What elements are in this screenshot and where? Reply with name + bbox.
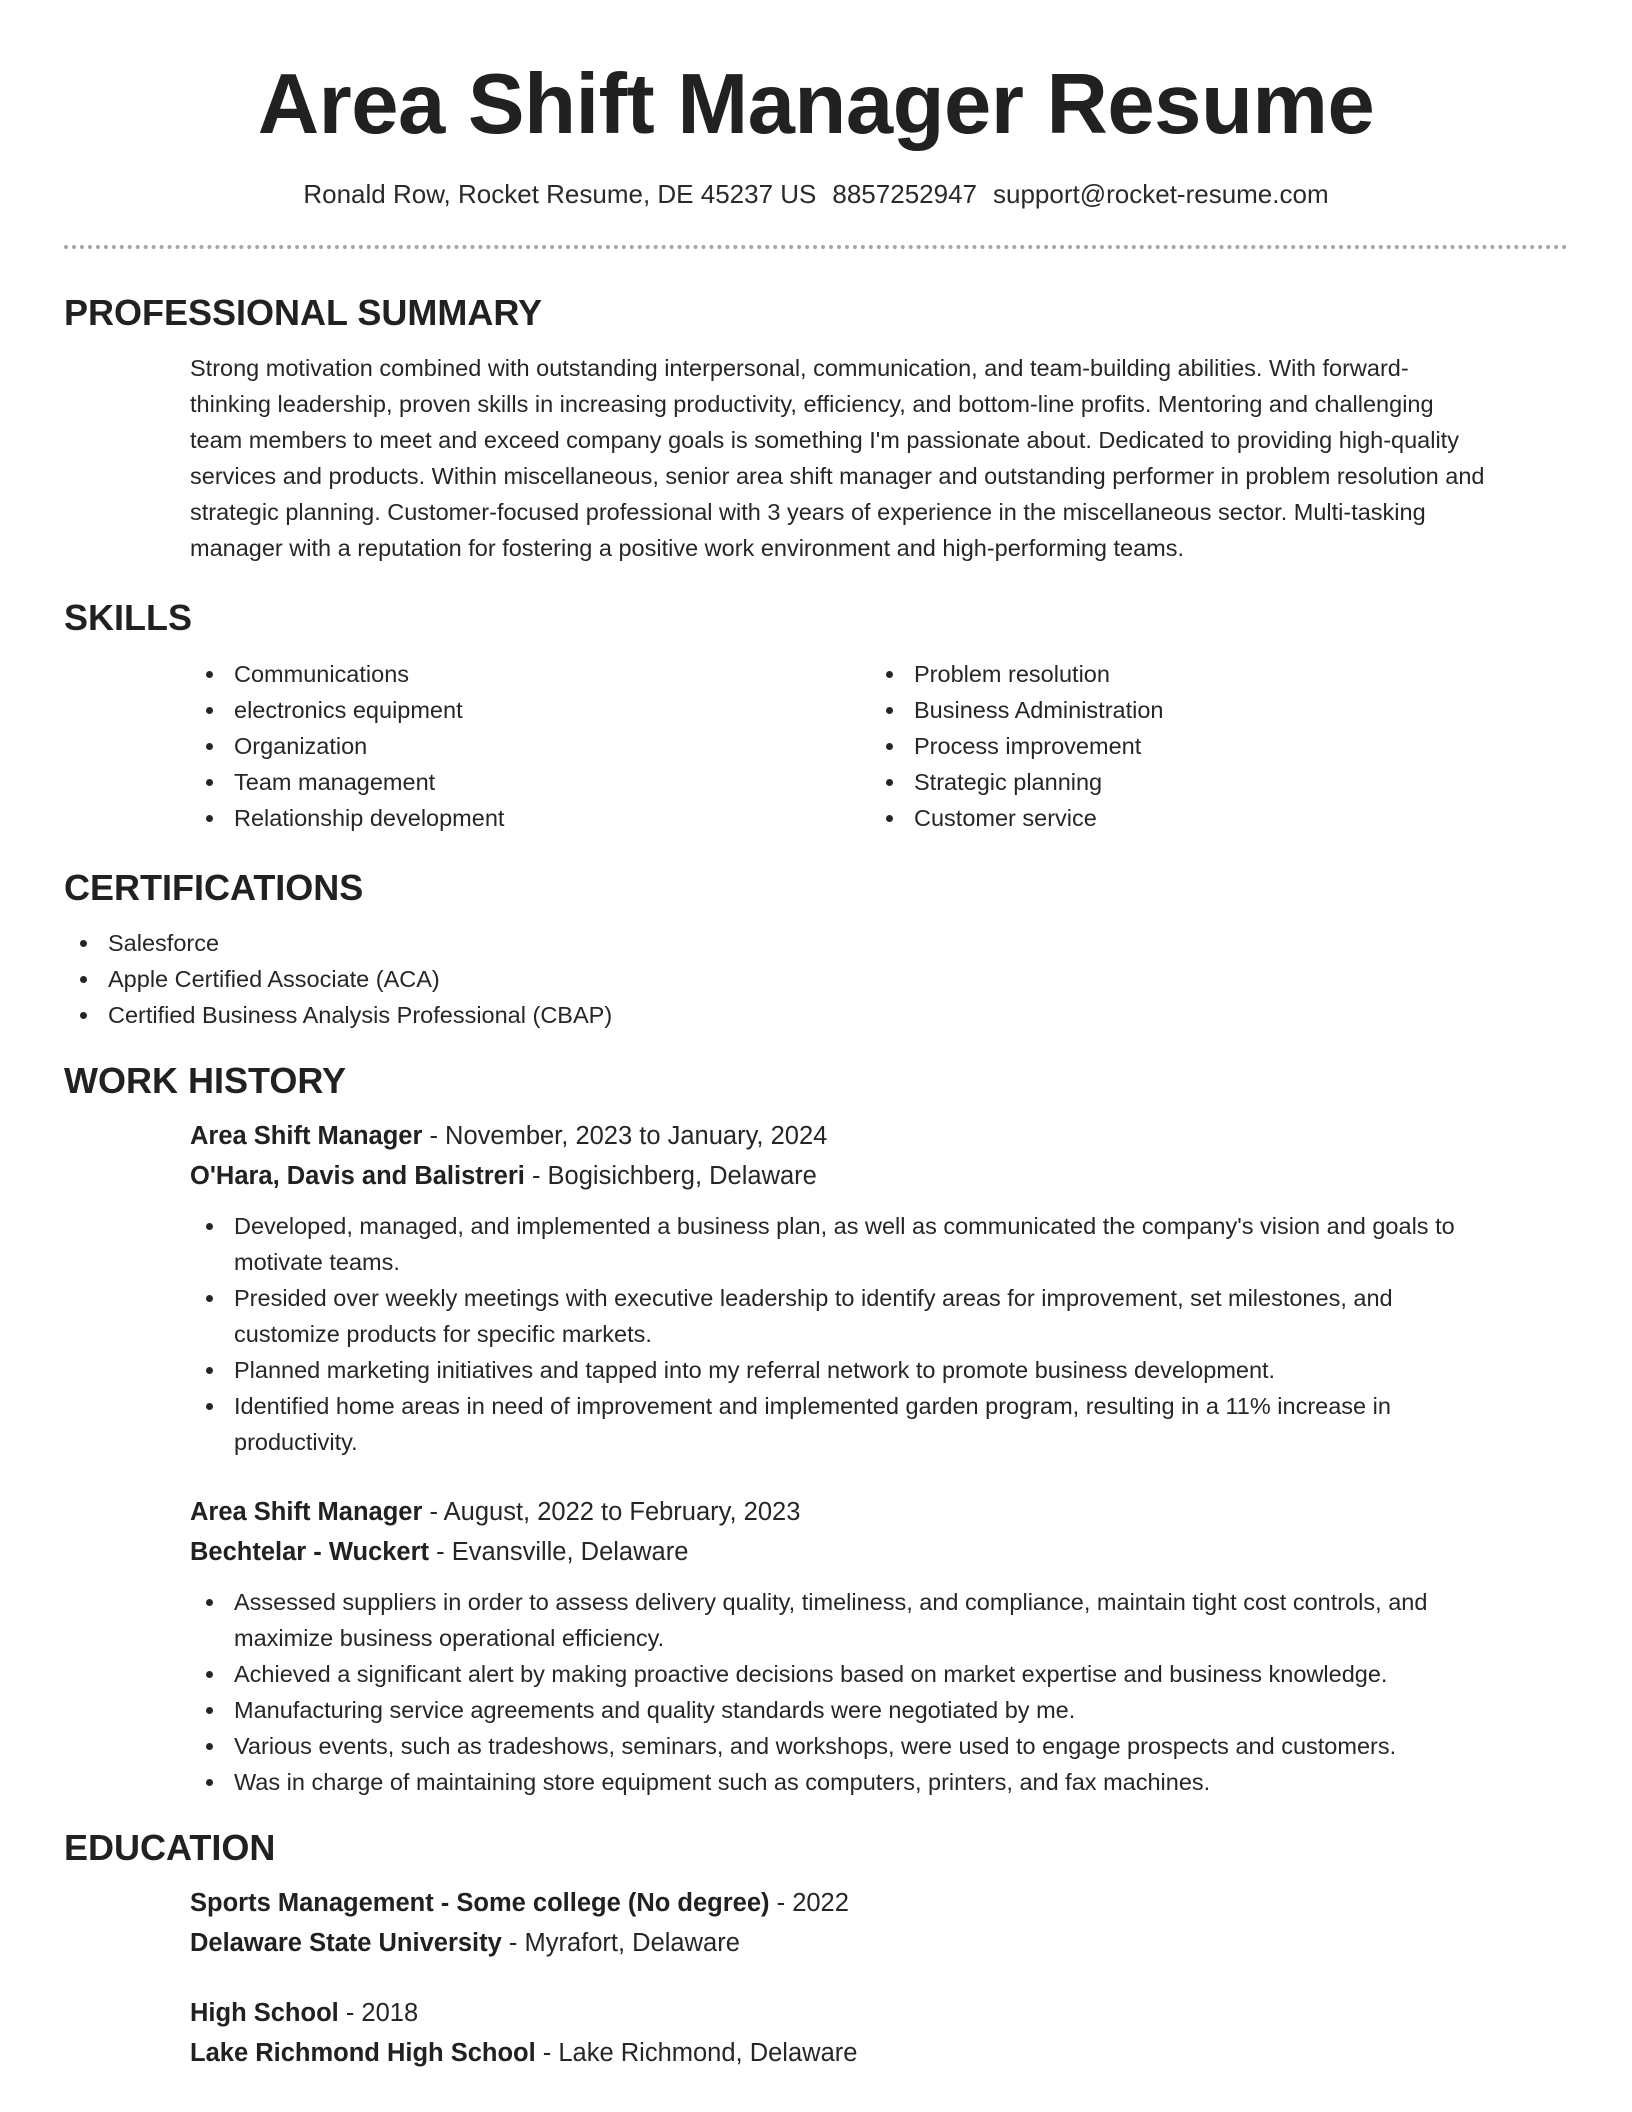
job-bullets	[190, 1584, 1568, 1800]
job-bullet	[190, 1584, 1568, 1656]
education-entry	[190, 1993, 1568, 2073]
job-title: Area Shift Manager	[190, 1498, 423, 1527]
skill-item: Problem resolution	[870, 656, 1550, 692]
job-bullets	[190, 1208, 1568, 1460]
job-title: Area Shift Manager	[190, 1122, 423, 1151]
certification-item: Apple Certified Associate (ACA)	[64, 961, 1568, 997]
education-entry	[190, 1883, 1568, 1963]
header-divider	[64, 245, 1568, 249]
certifications-section	[64, 866, 1568, 1033]
job-company-line	[190, 1532, 1568, 1572]
job-dates: - August, 2022 to February, 2023	[422, 1498, 801, 1527]
job-company-line	[190, 1156, 1568, 1196]
job-title-line	[190, 1116, 1568, 1156]
degree-line	[190, 1993, 1568, 2033]
job-company: Bechtelar - Wuckert	[190, 1538, 430, 1567]
job-bullet	[190, 1656, 1568, 1692]
degree: High School	[190, 1999, 339, 2028]
bullet-line: Developed, managed, and implemented a business plan, as well as communicated the company's vision and goals to	[234, 1213, 1455, 1240]
bullet-line: Identified home areas in need of improvement and implemented garden program, resulting in a 11% increase in	[234, 1393, 1391, 1420]
school: Delaware State University	[190, 1929, 502, 1958]
job-bullet	[190, 1280, 1568, 1352]
bullet-line: motivate teams.	[234, 1249, 400, 1276]
bullet-line: Presided over weekly meetings with executive leadership to identify areas for improvement, set milestones, and	[234, 1285, 1393, 1312]
resume-page	[64, 0, 1568, 2073]
skills-heading: SKILLS	[64, 597, 193, 639]
summary-heading: PROFESSIONAL SUMMARY	[64, 292, 543, 334]
skill-item: electronics equipment	[190, 692, 870, 728]
work-heading: WORK HISTORY	[64, 1059, 347, 1101]
summary-line: team members to meet and exceed company goals is something I'm passionate about. Dedicated to providing high-quality	[190, 427, 1459, 454]
certifications-heading: CERTIFICATIONS	[64, 866, 364, 908]
summary-line: thinking leadership, proven skills in increasing productivity, efficiency, and bottom-line profits. Mentoring and challenging	[190, 391, 1434, 418]
contact-phone: 8857252947	[832, 178, 977, 209]
job-entry	[190, 1116, 1568, 1460]
degree-line	[190, 1883, 1568, 1923]
certification-item: Certified Business Analysis Professional (CBAP)	[64, 997, 1568, 1033]
job-bullet	[190, 1692, 1568, 1728]
skills-grid	[190, 656, 1568, 836]
summary-body	[190, 350, 1568, 566]
contact-address: Ronald Row, Rocket Resume, DE 45237 US	[303, 178, 817, 209]
skill-item: Process improvement	[870, 728, 1550, 764]
skill-item: Relationship development	[190, 800, 870, 836]
resume-title: Area Shift Manager Resume	[257, 57, 1375, 152]
work-section	[64, 1059, 1568, 1800]
bullet-line: maximize business operational efficiency.	[234, 1625, 665, 1652]
job-title-line	[190, 1492, 1568, 1532]
certification-item: Salesforce	[64, 925, 1568, 961]
job-bullet	[190, 1764, 1568, 1800]
summary-line: manager with a reputation for fostering a positive work environment and high-performing teams.	[190, 535, 1185, 562]
skills-list-right	[870, 656, 1550, 836]
school-line	[190, 1923, 1568, 1963]
degree-year: - 2022	[769, 1889, 849, 1918]
skill-item: Customer service	[870, 800, 1550, 836]
certifications-list	[64, 925, 1568, 1033]
job-company: O'Hara, Davis and Balistreri	[190, 1162, 525, 1191]
bullet-line: Assessed suppliers in order to assess delivery quality, timeliness, and compliance, maintain tight cost controls, and	[234, 1589, 1428, 1616]
bullet-line: Was in charge of maintaining store equipment such as computers, printers, and fax machines.	[234, 1769, 1211, 1796]
education-section	[64, 1826, 1568, 2073]
job-bullet	[190, 1388, 1568, 1460]
skills-list-left	[190, 656, 870, 836]
skill-item: Communications	[190, 656, 870, 692]
job-dates: - November, 2023 to January, 2024	[422, 1122, 828, 1151]
school-line	[190, 2033, 1568, 2073]
job-bullet	[190, 1352, 1568, 1388]
bullet-line: Various events, such as tradeshows, seminars, and workshops, were used to engage prospects and customers.	[234, 1733, 1397, 1760]
skill-item: Team management	[190, 764, 870, 800]
degree-year: - 2018	[338, 1999, 419, 2028]
bullet-line: customize products for specific markets.	[234, 1321, 652, 1348]
degree: Sports Management - Some college (No degree)	[190, 1889, 770, 1918]
bullet-line: Planned marketing initiatives and tapped into my referral network to promote business development.	[234, 1357, 1276, 1384]
skills-section	[64, 596, 1568, 835]
summary-section	[64, 291, 1568, 566]
school: Lake Richmond High School	[190, 2039, 536, 2068]
job-location: - Bogisichberg, Delaware	[524, 1162, 817, 1191]
school-location: - Myrafort, Delaware	[501, 1929, 740, 1958]
skill-item: Organization	[190, 728, 870, 764]
skill-item: Business Administration	[870, 692, 1550, 728]
job-location: - Evansville, Delaware	[429, 1538, 689, 1567]
education-heading: EDUCATION	[64, 1827, 276, 1869]
job-bullet	[190, 1728, 1568, 1764]
contact-line	[64, 178, 1568, 212]
bullet-line: Achieved a significant alert by making proactive decisions based on market expertise and business knowledge.	[234, 1661, 1388, 1688]
summary-line: services and products. Within miscellaneous, senior area shift manager and outstanding performer in problem resolution and	[190, 463, 1485, 490]
bullet-line: Manufacturing service agreements and quality standards were negotiated by me.	[234, 1697, 1076, 1724]
skill-item: Strategic planning	[870, 764, 1550, 800]
school-location: - Lake Richmond, Delaware	[535, 2039, 858, 2068]
summary-line: strategic planning. Customer-focused professional with 3 years of experience in the miscellaneous sector. Multi-tasking	[190, 499, 1426, 526]
bullet-line: productivity.	[234, 1429, 358, 1456]
contact-email[interactable]: support@rocket-resume.com	[993, 178, 1329, 209]
job-bullet	[190, 1208, 1568, 1280]
summary-line: Strong motivation combined with outstanding interpersonal, communication, and team-building abilities. With forward-	[190, 355, 1409, 382]
job-entry	[190, 1492, 1568, 1800]
